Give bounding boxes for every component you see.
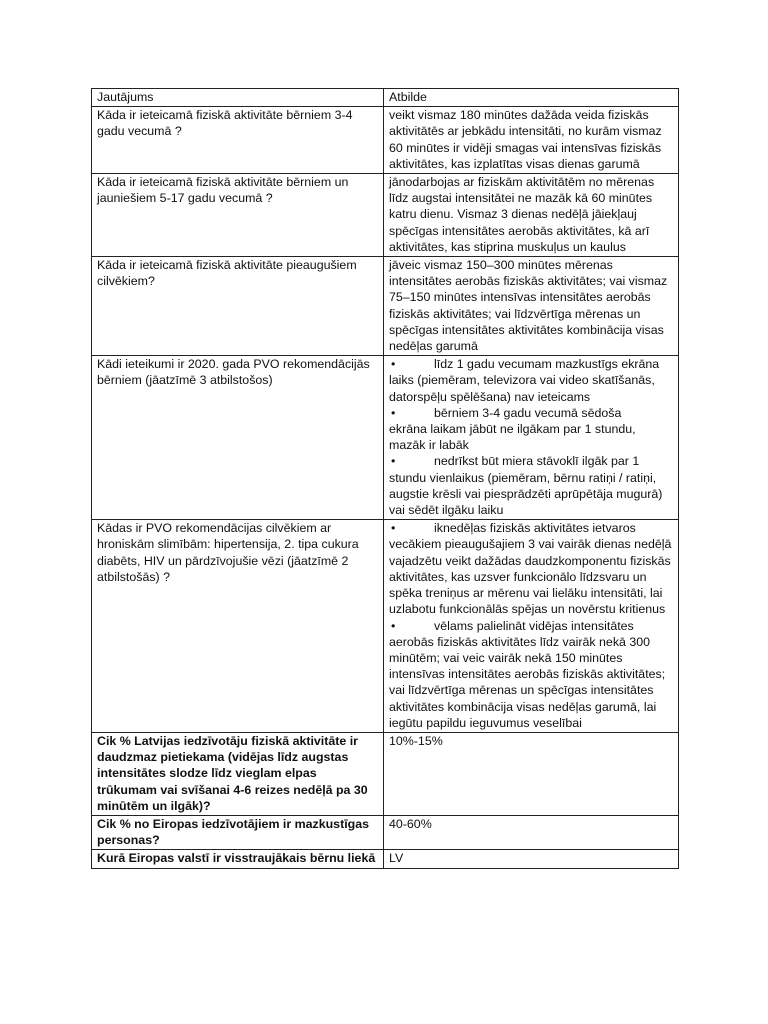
table-row [92, 107, 679, 174]
table-row [92, 815, 679, 849]
answer-cell [384, 356, 679, 520]
bullet-icon: • [391, 405, 396, 420]
table-row [92, 520, 679, 733]
question-cell: Kāda ir ieteicamā fiziskā aktivitāte bērniem 3-4 gadu vecumā ? [92, 107, 384, 174]
bullet-icon: • [391, 357, 396, 372]
table-row [92, 356, 679, 520]
bullet-text: laiks (piemēram, televizora vai video skatīšanās, datorspēļu spēlēšana) nav ieteicams [389, 373, 655, 404]
bullet-lead: vēlams palielināt vidējas intensitātes [434, 618, 634, 633]
question-cell: Kādi ieteikumi ir 2020. gada PVO rekomendācijās bērniem (jāatzīmē 3 atbilstošos) [92, 356, 384, 520]
bullet-lead: iknedēļas fiziskās aktivitātes ietvaros [434, 521, 636, 536]
question-cell: Kurā Eiropas valstī ir visstraujākais bērnu liekā [92, 850, 384, 868]
answer-cell: 10%-15% [384, 732, 679, 815]
header-answer: Atbilde [384, 89, 679, 107]
question-cell: Kāda ir ieteicamā fiziskā aktivitāte pieaugušiem cilvēkiem? [92, 257, 384, 356]
answer-cell: jānodarbojas ar fiziskām aktivitātēm no mērenas līdz augstai intensitātei ne mazāk kā 60 minūtes katru dienu. Vismaz 3 dienas nedēļā jāiekļauj spēcīgas intensitātes aerobās aktivitātes, kā arī aktivitātes, kas stiprina muskuļus un kaulus [384, 174, 679, 257]
bullet-text: ekrāna laikam jābūt ne ilgākam par 1 stundu, mazāk ir labāk [389, 422, 636, 453]
qa-table [91, 88, 679, 869]
bullet-lead: līdz 1 gadu vecumam mazkustīgs ekrāna [434, 357, 660, 372]
bullet-text: stundu vienlaikus (piemēram, bērnu ratiņi / ratiņi, augstie krēsli vai piesprādzēti aprūpētāja mugurā) vai sēdēt ilgāku laiku [389, 470, 663, 518]
bullet-item [389, 520, 673, 617]
bullet-item [389, 356, 673, 405]
question-cell: Cik % Latvijas iedzīvotāju fiziskā aktivitāte ir daudzmaz pietiekama (vidējas līdz augstas intensitātes slodze līdz vieglam elpas trūkumam vai svīšanai 4-6 reizes nedēļā pa 30 minūtēm un ilgāk)? [92, 732, 384, 815]
bullet-item [389, 453, 673, 518]
table-row [92, 732, 679, 815]
question-cell: Cik % no Eiropas iedzīvotājiem ir mazkustīgas personas? [92, 815, 384, 849]
answer-cell: veikt vismaz 180 minūtes dažāda veida fiziskās aktivitātēs ar jebkādu intensitāti, no kurām vismaz 60 minūtes ir vidēji smagas vai intensīvas fiziskās aktivitātes, kas izplatītas visas dienas garumā [384, 107, 679, 174]
answer-cell: 40-60% [384, 815, 679, 849]
bullet-text: vecākiem pieaugušajiem 3 vai vairāk dienas nedēļā vajadzētu veikt dažādas daudzkomponentu fiziskās aktivitātes, kas uzsver funkcionālo līdzsvaru un spēka treniņus ar mērenu vai lielāku intensitāti, lai uzlabotu funkcionālās spējas un novērstu kritienus [389, 537, 672, 617]
question-cell: Kāda ir ieteicamā fiziskā aktivitāte bērniem un jauniešiem 5-17 gadu vecumā ? [92, 174, 384, 257]
answer-cell [384, 520, 679, 733]
bullet-item [389, 405, 673, 454]
header-question: Jautājums [92, 89, 384, 107]
bullet-item [389, 618, 673, 731]
bullet-lead: nedrīkst būt miera stāvoklī ilgāk par 1 [434, 454, 640, 469]
table-row [92, 850, 679, 868]
bullet-icon: • [391, 521, 396, 536]
bullet-text: aerobās fiziskās aktivitātes līdz vairāk nekā 300 minūtēm; vai veic vairāk nekā 150 minūtes intensīvas intensitātes aerobās fiziskās aktivitātes; vai līdzvērtīga mērenas un spēcīgas intensitātes aktivitātes kombinācija visas nedēļas garumā, lai iegūtu papildu ieguvumus veselībai [389, 634, 666, 730]
question-cell: Kādas ir PVO rekomendācijas cilvēkiem ar hroniskām slimībām: hipertensija, 2. tipa cukura diabēts, HIV un pārdzīvojušie vēzi (jāatzīmē 2 atbilstošās) ? [92, 520, 384, 733]
table-row [92, 174, 679, 257]
answer-cell: LV [384, 850, 679, 868]
answer-cell: jāveic vismaz 150–300 minūtes mērenas intensitātes aerobās fiziskās aktivitātes; vai vismaz 75–150 minūtes intensīvas intensitātes aerobās fiziskās aktivitātes; vai līdzvērtīga mērenas un spēcīgas intensitātes aktivitātes kombinācija visas nedēļas garumā [384, 257, 679, 356]
bullet-lead: bērniem 3-4 gadu vecumā sēdoša [434, 405, 622, 420]
bullet-icon: • [391, 454, 396, 469]
bullet-icon: • [391, 618, 396, 633]
table-header-row [92, 89, 679, 107]
table-row [92, 257, 679, 356]
